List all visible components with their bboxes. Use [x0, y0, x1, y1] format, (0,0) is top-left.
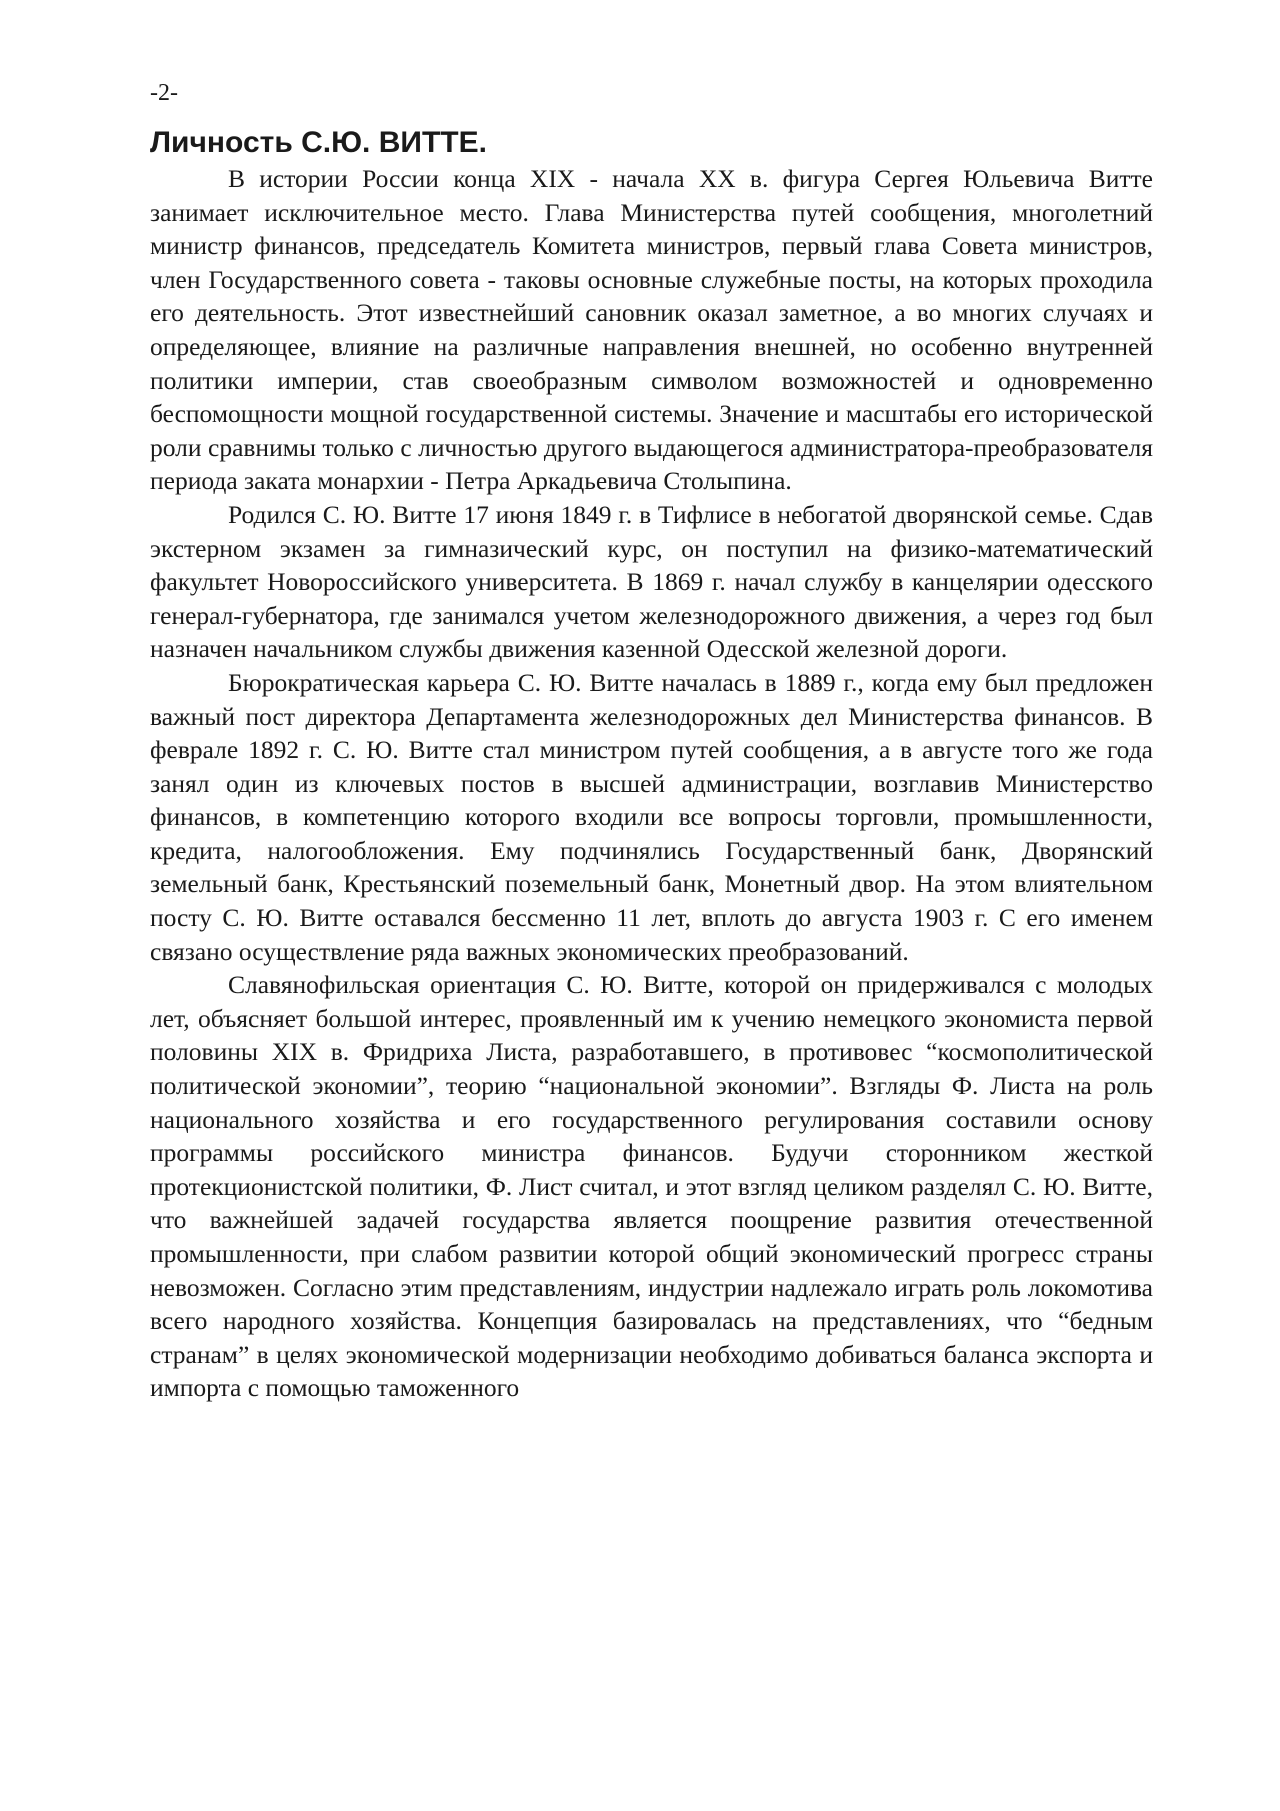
document-page — [150, 78, 1153, 1405]
paragraph-1: В истории России конца XIX - начала XX в. фигура Сергея Юльевича Витте занимает исключительное место. Глава Министерства путей сообщения, многолетний министр финансов, председатель Комитета министров, первый глава Совета министров, член Государственного совета - таковы основные служебные посты, на которых проходила его деятельность. Этот известнейший сановник оказал заметное, а во многих случаях и определяющее, влияние на различные направления внешней, но особенно внутренней политики империи, став своеобразным символом возможностей и одновременно беспомощности мощной государственной системы. Значение и масштабы его исторической роли сравнимы только с личностью другого выдающегося администратора-преобразователя периода заката монархии - Петра Аркадьевича Столыпина. — [150, 164, 1153, 496]
paragraph-2: Родился С. Ю. Витте 17 июня 1849 г. в Тифлисе в небогатой дворянской семье. Сдав экстерном экзамен за гимназический курс, он поступил на физико-математический факультет Новороссийского университета. В 1869 г. начал службу в канцелярии одесского генерал-губернатора, где занимался учетом железнодорожного движения, а через год был назначен начальником службы движения казенной Одесской железной дороги. — [150, 499, 1153, 664]
paragraph-4: Славянофильская ориентация С. Ю. Витте, которой он придерживался с молодых лет, объясняет большой интерес, проявленный им к учению немецкого экономиста первой половины XIX в. Фридриха Листа, разработавшего, в противовес “космополитической политической экономии”, теорию “национальной экономии”. Взгляды Ф. Листа на роль национального хозяйства и его государственного регулирования составили основу программы российского министра финансов. Будучи сторонником жесткой протекционистской политики, Ф. Лист считал, и этот взгляд целиком разделял С. Ю. Витте, что важнейшей задачей государства является поощрение развития отечественной промышленности, при слабом развитии которой общий экономический прогресс страны невозможен. Согласно этим представлениям, индустрии надлежало играть роль локомотива всего народного хозяйства. Концепция базировалась на представлениях, что “бедным странам” в целях экономической модернизации необходимо добиваться баланса экспорта и импорта с помощью таможенного — [150, 970, 1153, 1403]
document-title: Личность С.Ю. ВИТТЕ. — [150, 126, 487, 159]
page-number: -2- — [150, 80, 178, 106]
paragraph-3: Бюрократическая карьера С. Ю. Витте началась в 1889 г., когда ему был предложен важный пост директора Департамента железнодорожных дел Министерства финансов. В феврале 1892 г. С. Ю. Витте стал министром путей сообщения, а в августе того же года занял один из ключевых постов в высшей администрации, возглавив Министерство финансов, в компетенцию которого входили все вопросы торговли, промышленности, кредита, налогообложения. Ему подчинялись Государственный банк, Дворянский земельный банк, Крестьянский поземельный банк, Монетный двор. На этом влиятельном посту С. Ю. Витте оставался бессменно 11 лет, вплоть до августа 1903 г. С его именем связано осуществление ряда важных экономических преобразований. — [150, 667, 1153, 966]
